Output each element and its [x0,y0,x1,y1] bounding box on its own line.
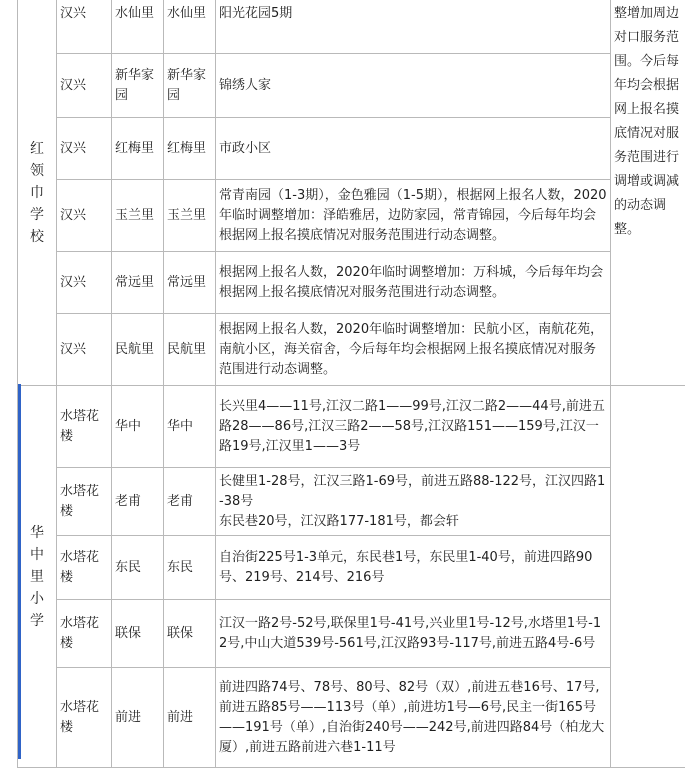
table-row [18,0,685,54]
note-cell-empty [611,386,685,768]
range-cell: 根据网上报名人数，2020年临时调整增加：民航小区，南航花苑，南航小区，海关宿舍，今后每年均会根据网上报名摸底情况对服务范围进行动态调整。 [216,314,611,386]
community-cell: 华中 [112,386,164,468]
district-cell: 汉兴 [57,54,112,118]
community-cell: 新华家园 [112,54,164,118]
district-cell: 水塔花楼 [57,386,112,468]
community-cell: 联保 [112,600,164,668]
table-row [18,54,685,118]
table-row [18,668,685,768]
street-cell: 民航里 [164,314,216,386]
street-cell: 常远里 [164,252,216,314]
table-row [18,600,685,668]
note-cell: 整增加周边对口服务范围。今后每年均会根据网上报名摸底情况对服务范围进行调增或调减的动态调整。 [611,0,685,386]
range-cell: 常青南园（1-3期），金色雅园（1-5期），根据网上报名人数，2020年临时调整增加：泽皓雅居，边防家园，常青锦园，今后每年均会根据网上报名摸底情况对服务范围进行动态调整。 [216,180,611,252]
table-row [18,252,685,314]
community-cell: 老甫 [112,468,164,536]
community-cell: 东民 [112,536,164,600]
table-row [18,468,685,536]
community-cell: 水仙里 [112,0,164,54]
district-cell: 汉兴 [57,118,112,180]
range-cell: 自治街225号1-3单元，东民巷1号，东民里1-40号，前进四路90号、219号、214号、216号 [216,536,611,600]
district-cell: 汉兴 [57,180,112,252]
community-cell: 前进 [112,668,164,768]
school-name: 红领巾学校 [30,138,44,248]
school-name: 华中里小学 [30,522,44,632]
district-cell: 水塔花楼 [57,468,112,536]
school-name-cell [18,386,57,768]
table-row [18,386,685,468]
school-name-cell [18,0,57,386]
street-cell: 玉兰里 [164,180,216,252]
selection-indicator [18,384,21,759]
district-cell: 水塔花楼 [57,536,112,600]
enrollment-table [17,0,685,768]
range-cell: 前进四路74号、78号、80号、82号（双）,前进五巷16号、17号,前进五路85号——113号（单）,前进坊1号—6号,民主一街165号——191号（单）,自治街240号——242号,前进四路84号（柏龙大厦）,前进五路前进六巷1-11号 [216,668,611,768]
range-cell: 长健里1-28号，江汉三路1-69号，前进五路88-122号，江汉四路1-38号 东民巷20号，江汉路177-181号，都会轩 [216,468,611,536]
street-cell: 前进 [164,668,216,768]
range-cell: 市政小区 [216,118,611,180]
district-cell: 汉兴 [57,314,112,386]
range-cell: 锦绣人家 [216,54,611,118]
street-cell: 东民 [164,536,216,600]
street-cell: 新华家园 [164,54,216,118]
community-cell: 玉兰里 [112,180,164,252]
range-cell: 江汉一路2号-52号,联保里1号-41号,兴业里1号-12号,水塔里1号-12号,中山大道539号-561号,江汉路93号-117号,前进五路4号-6号 [216,600,611,668]
table-row [18,118,685,180]
range-cell: 根据网上报名人数，2020年临时调整增加：万科城，今后每年均会根据网上报名摸底情况对服务范围进行动态调整。 [216,252,611,314]
community-cell: 常远里 [112,252,164,314]
community-cell: 民航里 [112,314,164,386]
district-cell: 水塔花楼 [57,600,112,668]
street-cell: 华中 [164,386,216,468]
district-cell: 水塔花楼 [57,668,112,768]
range-cell: 阳光花园5期 [216,0,611,54]
street-cell: 老甫 [164,468,216,536]
street-cell: 水仙里 [164,0,216,54]
range-cell: 长兴里4——11号,江汉二路1——99号,江汉二路2——44号,前进五路28——86号,江汉三路2——58号,江汉路151——159号,江汉一路19号,江汉里1——3号 [216,386,611,468]
street-cell: 红梅里 [164,118,216,180]
table-row [18,536,685,600]
street-cell: 联保 [164,600,216,668]
table-row [18,314,685,386]
table-row [18,180,685,252]
community-cell: 红梅里 [112,118,164,180]
district-cell: 汉兴 [57,0,112,54]
district-cell: 汉兴 [57,252,112,314]
